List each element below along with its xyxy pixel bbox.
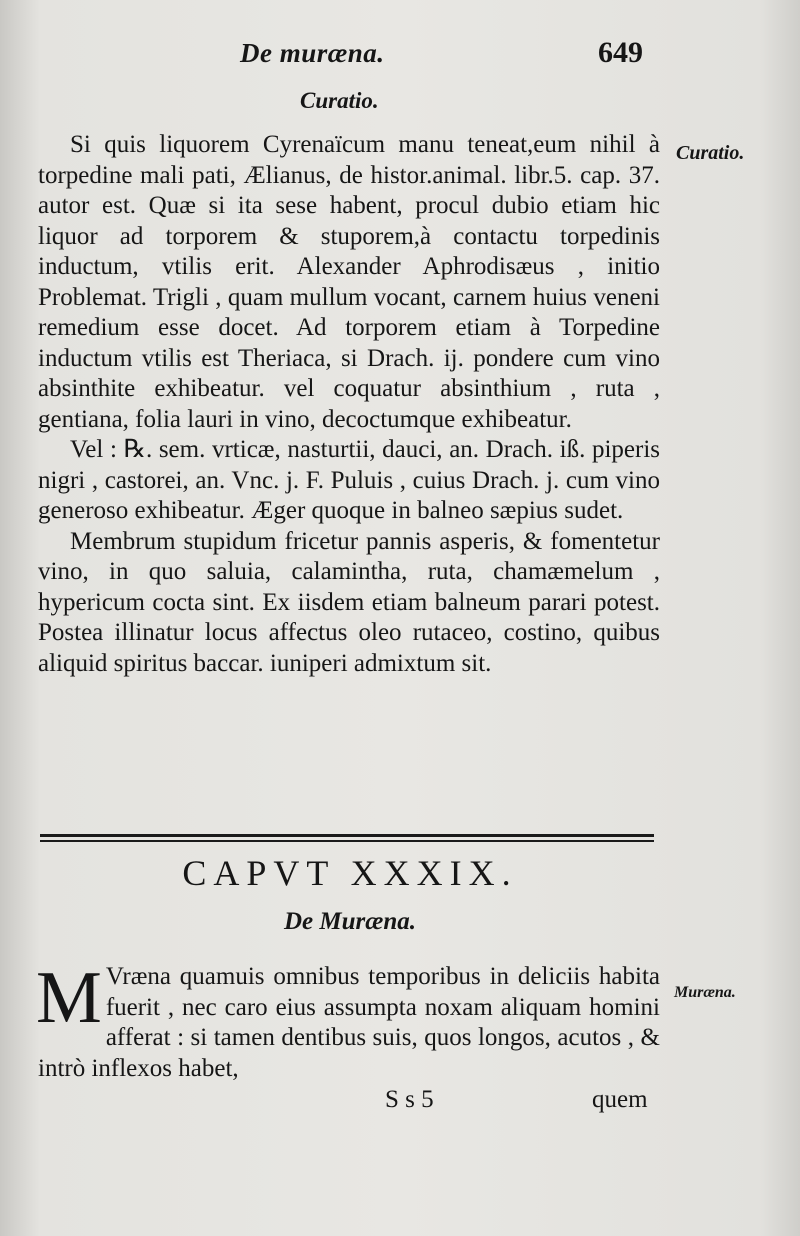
paragraph: Si quis liquorem Cyrenaïcum manu teneat,eum nihil à torpedine mali pati, Ælianus, de histor.animal. libr.5. cap. 37. autor est. Quæ si ita sese habent, procul dubio etiam hic liquor ad torporem & stuporem,à contactu torpedinis inductum, vtilis erit. Alexander Aphrodisæus , initio Problemat. Trigli , quam mullum vocant, carnem huius veneni remedium esse docet. Ad torporem etiam à Torpedine inductum vtilis est Theriaca, si Drach. ij. pondere cum vino absinthite exhibeatur. vel coquatur absinthium , ruta , gentiana, folia lauri in vino, decoctumque exhibeatur.	[38, 131, 660, 433]
chapter-text	[36, 957, 660, 1084]
rule-divider	[40, 834, 654, 837]
catchword: quem	[592, 1086, 648, 1113]
running-head	[0, 38, 800, 78]
main-text	[38, 130, 660, 679]
chapter-subheading: De Muræna.	[284, 908, 416, 935]
signature-mark: S s 5	[385, 1086, 434, 1113]
chapter-heading: CAPVT XXXIX.	[182, 853, 518, 893]
rule-divider-thin	[40, 840, 654, 842]
running-head-title: De muræna.	[240, 38, 385, 68]
margin-note-muraena: Muræna.	[674, 984, 736, 1001]
paragraph: Vel : ℞. sem. vrticæ, nasturtii, dauci, an. Drach. iß. piperis nigri , castorei, an. Vnc. j. F. Puluis , cuius Drach. j. cum vino generoso exhibeatur. Æger quoque in balneo sæpius sudet.	[38, 436, 660, 524]
page-footer	[0, 1086, 800, 1120]
chapter-paragraph-text: Vræna quamuis omnibus temporibus in deliciis habita fuerit , nec caro eius assumpta noxam aliquam homini afferat : si tamen dentibus suis, quos longos, acutos , & intrò inflexos habet,	[38, 963, 660, 1082]
page-number: 649	[598, 36, 643, 69]
section-heading: Curatio.	[300, 88, 379, 113]
paragraph: Membrum stupidum fricetur pannis asperis, & fomentetur vino, in quo saluia, calamintha, ruta, chamæmelum , hypericum cocta sint. Ex iisdem etiam balneum parari potest. Postea illinatur locus affectus oleo rutaceo, costino, quibus aliquid spiritus baccar. iuniperi admixtum sit.	[38, 527, 660, 677]
chapter-paragraph	[36, 957, 660, 1084]
drop-cap: M	[36, 957, 102, 1039]
margin-note-curatio: Curatio.	[676, 142, 745, 164]
